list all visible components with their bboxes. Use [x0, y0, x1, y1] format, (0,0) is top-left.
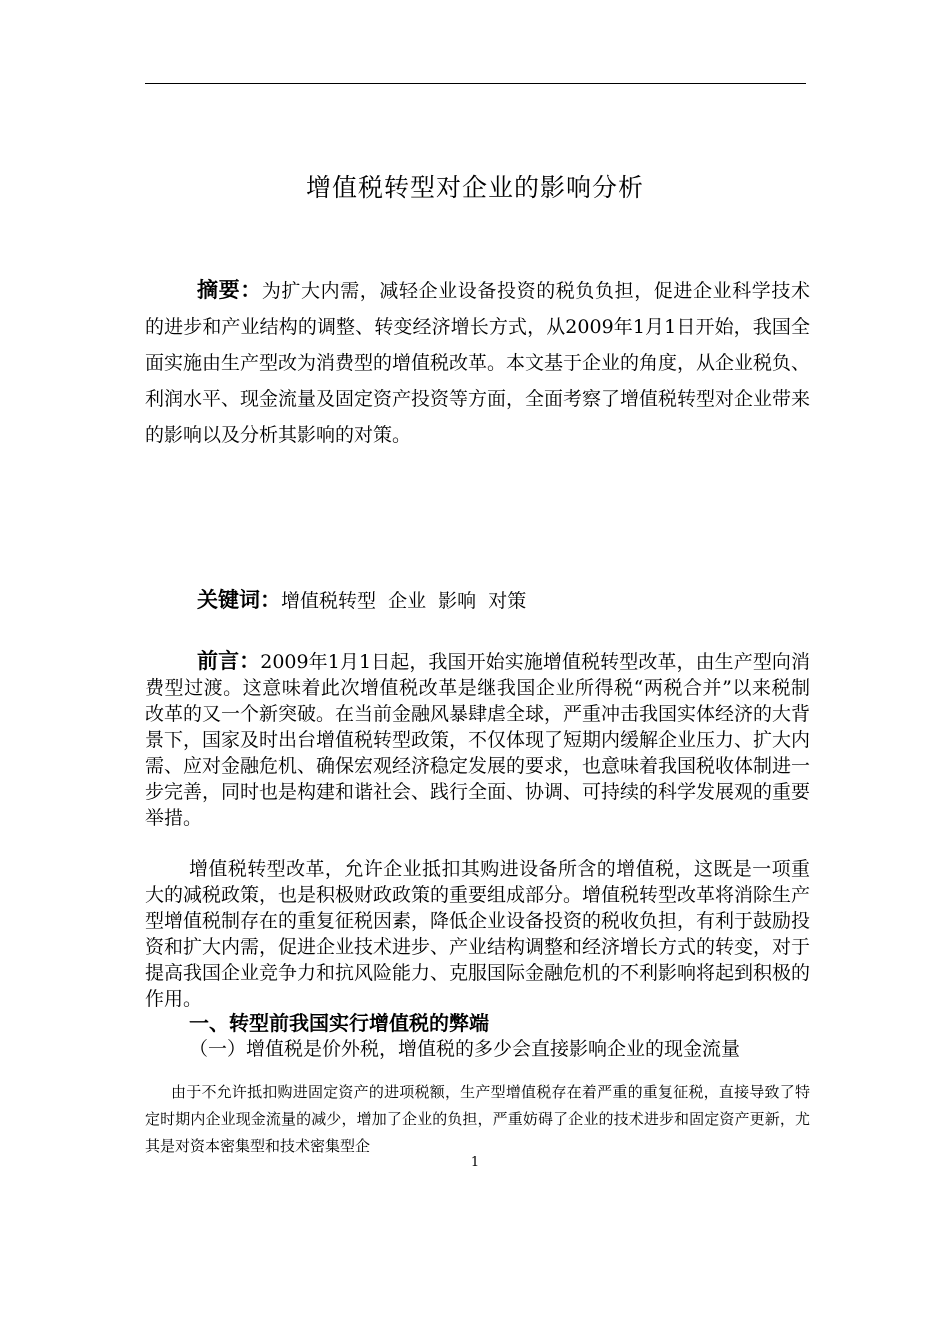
- preface-text: 2009年1月1日起，我国开始实施增值税转型改革，由生产型向消费型过渡。这意味着此次增值税改革是继我国企业所得税“两税合并”以来税制改革的又一个新突破。在当前金融风暴肆虐全球，严重冲击我国实体经济的大背景下，国家及时出台增值税转型政策，不仅体现了短期内缓解企业压力、扩大内需、应对金融危机、确保宏观经济稳定发展的要求，也意味着我国税收体制进一步完善，同时也是构建和谐社会、践行全面、协调、可持续的科学发展观的重要举措。: [145, 651, 811, 829]
- keywords-line: [145, 582, 810, 619]
- section-heading-1: 一、转型前我国实行增值税的弊端: [189, 1011, 489, 1035]
- keywords-label: 关键词：: [197, 588, 281, 612]
- abstract-text: 为扩大内需，减轻企业设备投资的税负负担，促进企业科学技术的进步和产业结构的调整、转变经济增长方式，从2009年1月1日开始，我国全面实施由生产型改为消费型的增值税改革。本文基于企业的角度，从企业税负、利润水平、现金流量及固定资产投资等方面，全面考察了增值税转型对企业带来的影响以及分析其影响的对策。: [145, 280, 811, 446]
- abstract-label: 摘要：: [197, 278, 262, 302]
- header-rule: [145, 83, 806, 84]
- body-paragraph-3: 由于不允许抵扣购进固定资产的进项税额，生产型增值税存在着严重的重复征税，直接导致了特定时期内企业现金流量的减少，增加了企业的负担，严重妨碍了企业的技术进步和固定资产更新，尤其是对资本密集型和技术密集型企: [145, 1083, 810, 1155]
- abstract-paragraph: [145, 272, 810, 453]
- preface-paragraph: [145, 648, 810, 831]
- document-title: 增值税转型对企业的影响分析: [305, 173, 644, 202]
- preface-label: 前言：: [197, 649, 261, 673]
- page-number: 1: [470, 1155, 480, 1170]
- keywords-text: 增值税转型 企业 影响 对策: [281, 590, 527, 612]
- body-paragraph-2: 增值税转型改革，允许企业抵扣其购进设备所含的增值税，这既是一项重大的减税政策，也是积极财政政策的重要组成部分。增值税转型改革将消除生产型增值税制存在的重复征税因素，降低企业设备投资的税收负担，有利于鼓励投资和扩大内需，促进企业技术进步、产业结构调整和经济增长方式的转变，对于提高我国企业竞争力和抗风险能力、克服国际金融危机的不利影响将起到积极的作用。: [145, 858, 811, 1010]
- subsection-heading-1: （一）增值税是价外税，增值税的多少会直接影响企业的现金流量: [189, 1038, 741, 1060]
